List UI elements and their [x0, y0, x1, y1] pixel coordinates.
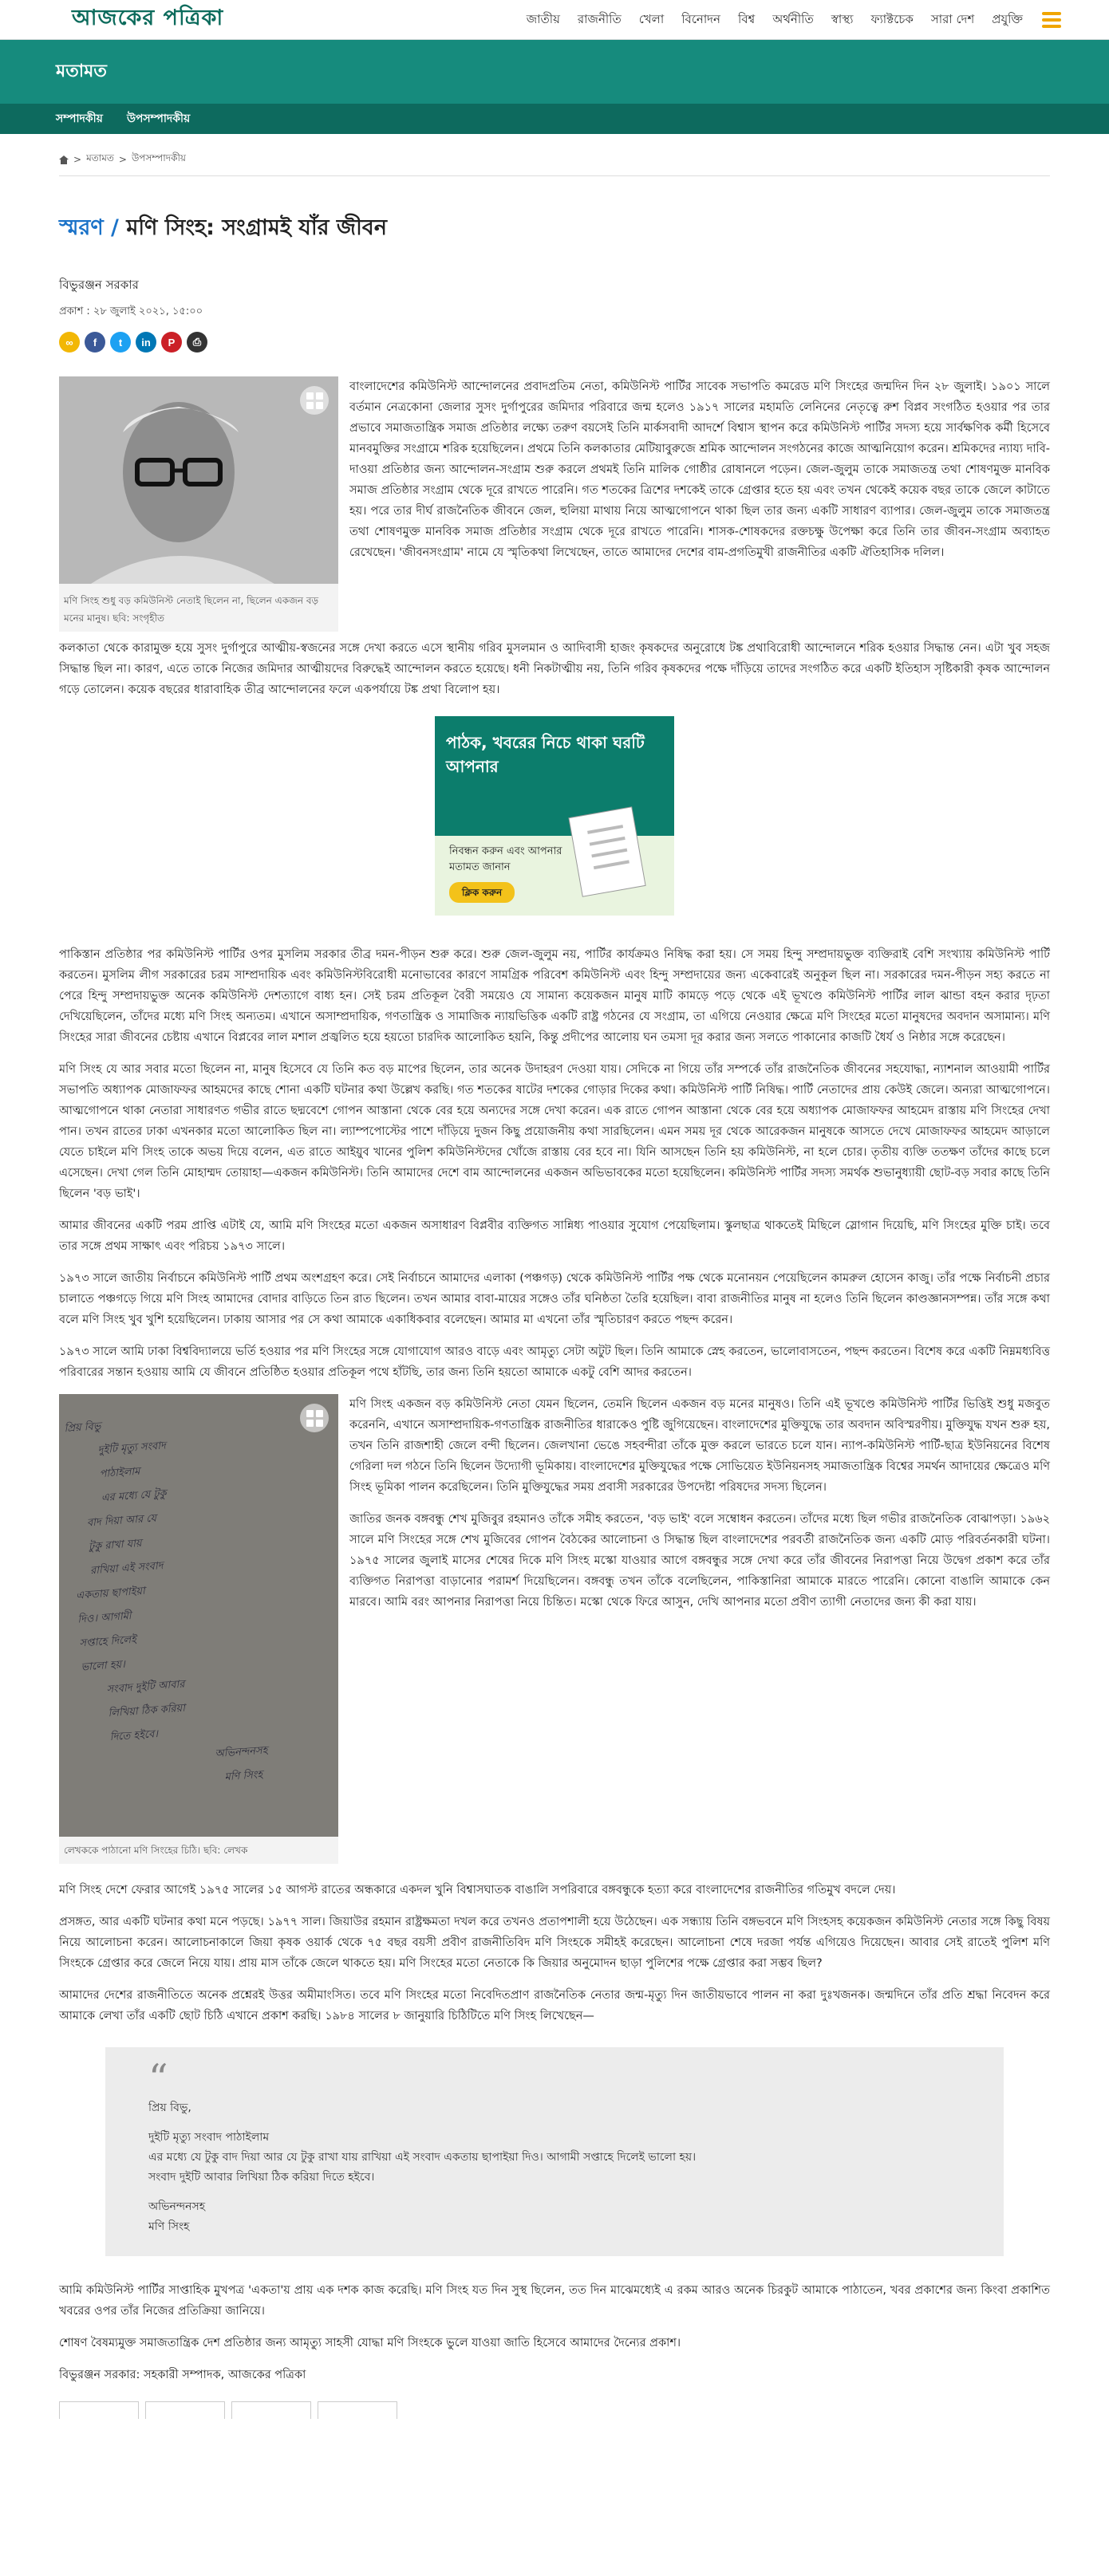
nav-item[interactable]: বিশ্ব: [738, 11, 756, 26]
main-nav: [509, 0, 1061, 40]
nav-item[interactable]: ফ্যাক্টচেক: [870, 11, 914, 26]
linkedin-icon[interactable]: in: [136, 332, 156, 353]
breadcrumb-item[interactable]: মতামত: [86, 152, 114, 163]
form-illustration-icon: [567, 804, 655, 900]
quote-icon: “: [148, 2056, 168, 2101]
nav-item[interactable]: প্রযুক্তি: [992, 11, 1023, 26]
tag[interactable]: [318, 2401, 397, 2419]
section-title[interactable]: মতামত: [56, 61, 107, 81]
quote-line: মণি সিংহ: [148, 2220, 190, 2233]
breadcrumb: [59, 134, 1050, 176]
paragraph: মণি সিংহ একজন বড় কমিউনিস্ট নেতা যেমন ছিলেন, তেমনি ছিলেন একজন বড় মনের মানুষও। তিনি এই ভূখণ্ডে কমিউনিস্ট পার্টির ভিত্তিই শুধু মজবুত করেননি, এখানে অসাম্প্রদায়িক-গণতান্ত্রিক রাজনীতির ধারাকেও পুষ্টি জুগিয়েছেন। বাংলাদেশের মুক্তিযুদ্ধে তার অবদান অবিস্মরণীয়। মুক্তিযুদ্ধ যখন শুরু হয়, তখন তিনি রাজশাহী জেলে বন্দী ছিলেন। জেলখানা ভেঙে সহবন্দীরা তাঁকে মুক্ত করলে ভারতে চলে যান। ন্যাপ-কমিউনিস্ট পার্টি-ছাত্র ইউনিয়নের বিশেষ গেরিলা দল গঠনে তিনি ছিলেন উদ্যোগী ভূমিকায়। বাংলাদেশের মুক্তিযুদ্ধের পক্ষে সোভিয়েত ইউনিয়নসহ সমাজতান্ত্রিক বিশ্বের সমর্থন আদায়ের ক্ষেত্রেও মণি সিংহ ভূমিকা পালন করেছিলেন। তিনি মুক্তিযুদ্ধের সময় প্রবাসী সরকারের উপদেষ্টা পরিষদের সদস্য ছিলেন।: [349, 1398, 1050, 1494]
twitter-icon[interactable]: t: [110, 332, 131, 353]
paragraph: মণি সিংহ যে আর সবার মতো ছিলেন না, মানুষ হিসেবে যে তিনি কত বড় মাপের ছিলেন, তার অনেক উদাহরণ দেওয়া যায়। সেদিকে না গিয়ে তাঁর সম্পর্কে তাঁর রাজনৈতিক জীবনের সহযোদ্ধা, ন্যাশনাল আওয়ামী পার্টির সভাপতি অধ্যাপক মোজাফফর আহমদের কাছে শোনা একটি ঘটনার কথা উল্লেখ করছি। গত শতকের ষাটের দশকের গোড়ার দিকের কথা। কমিউনিস্ট পার্টি নিষিদ্ধ। পার্টি নেতাদের প্রায় কেউই জেলে। অন্যরা আত্মগোপনে। আত্মগোপনে থাকা নেতারা সাধারণত গভীর রাতে ছদ্মবেশে গোপন আস্তানা থেকে বের হয়ে অন্যদের সঙ্গে দেখা করেন। এক রাতে গোপন আস্তানা থেকে বের হয়ে অধ্যাপক মোজাফফর আহমেদ রাস্তায় মণি সিংহের দেখা পান। তখন রাতের ঢাকা এখনকার মতো আলোকিত ছিল না। ল্যাম্পপোস্টের পাশে দাঁড়িয়ে দুজন কিছু প্রয়োজনীয় কথা সারছিলেন। এমন সময় দূর থেকে আরেকজন মানুষকে আসতে দেখে মোজাফফর আহমেদ আড়ালে যেতে চাইলে মণি সিংহ তাকে অভয় দিয়ে বলেন, এত রাতে আইয়ুব খানের পুলিশ কমিউনিস্টদের খোঁজে রাস্তায় বের হবে না। যিনি আসছেন তিনি হয় কমিউনিস্ট, না হলে চোর। তৃতীয় ব্যক্তি ততক্ষণ তাঁদের কাছে চলে এসেছেন। দেখা গেল তিনি মোহাম্মদ তোয়াহা—একজন কমিউনিস্ট। তিনি আমাদের দেশে বাম আন্দোলনের একজন অভিভাবকের মতো হয়েছিলেন। কমিউনিস্ট পার্টির সদস্য সমর্থক শুভানুধ্যায়ী ছোট-বড় সবার কাছে তিনি ছিলেন 'বড় ভাই'।: [59, 1063, 1050, 1200]
quote-line: সংবাদ দুইটি আবার লিখিয়া ঠিক করিয়া দিতে হইবে।: [148, 2171, 375, 2184]
letter-line: দিও। আগামী: [77, 1609, 132, 1626]
site-header: [0, 0, 1109, 40]
letter-photo[interactable]: [59, 1394, 338, 1837]
section-banner: [0, 40, 1109, 104]
letter-figure: [59, 1394, 338, 1864]
letter-line: বাদ দিয়া আর যে: [86, 1512, 157, 1530]
letter-line: টুকু রাখা যায়: [88, 1537, 143, 1554]
paragraph: আমার জীবনের একটি পরম প্রাপ্তি এটাই যে, আমি মণি সিংহের মতো একজন অসাধারণ বিপ্লবীর ব্যক্তিগত সান্নিধ্য পাওয়ার সুযোগ পেয়েছিলাম। স্কুলছাত্র থাকতেই মিছিলে স্লোগান দিয়েছি, মণি সিংহের মুক্তি চাই। তবে তার সঙ্গে প্রথম সাক্ষাৎ এবং পরিচয় ১৯৭৩ সালে।: [59, 1219, 1050, 1253]
paragraph: আমাদের দেশের রাজনীতিতে অনেক প্রশ্নেরই উত্তর অমীমাংসিত। তবে মণি সিংহের মতো নিবেদিতপ্রাণ রাজনৈতিক নেতার জন্ম-মৃত্যু দিন জাতীয়ভাবে পালন না করা দুঃখজনক। জন্মদিনে তাঁর প্রতি শ্রদ্ধা নিবেদন করে আমাকে লেখা তাঁর একটি ছোট চিঠি এখানে প্রকাশ করছি। ১৯৮৪ সালের ৮ জানুয়ারি চিঠিটিতে মণি সিংহ লিখেছেন—: [59, 1989, 1050, 2023]
lead-photo[interactable]: [59, 376, 338, 587]
tag[interactable]: [145, 2401, 225, 2419]
paragraph: আমি কমিউনিস্ট পার্টির সাপ্তাহিক মুখপত্র 'একতা'য় প্রায় এক দশক কাজ করেছি। মণি সিংহ যত দিন সুস্থ ছিলেন, তত দিন মাঝেমধ্যেই এ রকম আরও অনেক চিরকুট আমাকে পাঠাতেন, খবর প্রকাশের জন্য কিংবা প্রকাশিত খবরের ওপর তাঁর নিজের প্রতিক্রিয়া জানিয়ে।: [59, 2284, 1050, 2318]
article-title-text: মণি সিংহ: সংগ্রামই যাঁর জীবন: [126, 215, 387, 240]
tag[interactable]: [231, 2401, 311, 2419]
paragraph: মণি সিংহ দেশে ফেরার আগেই ১৯৭৫ সালের ১৫ আগস্ট রাতের অন্ধকারে একদল খুনি বিশ্বাসঘাতক বাঙালি সপরিবারে বঙ্গবন্ধুকে হত্যা করে বাংলাদেশের রাজনীতির গতিমুখ বদলে দেয়।: [59, 1884, 896, 1897]
ad-headline: পাঠক, খবরের নিচে থাকা ঘরটি আপনার: [435, 716, 674, 836]
breadcrumb-item[interactable]: উপসম্পাদকীয়: [131, 152, 186, 163]
nav-item[interactable]: স্বাস্থ্য: [831, 11, 854, 26]
author-signoff: বিভুরঞ্জন সরকার: সহকারী সম্পাদক, আজকের পত্রিকা: [59, 2369, 306, 2381]
tag-list: [59, 2401, 1050, 2419]
letter-line: একতায় ছাপাইয়া: [75, 1585, 146, 1602]
letter-line: প্রিয় বিভু: [64, 1420, 101, 1436]
quote-line: এর মধ্যে যে টুকু বাদ দিয়া আর যে টুকু রাখা যায় রাখিয়া এই সংবাদ একতায় ছাপাইয়া দিও। আগামী সপ্তাহে দিলেই ভালো হয়।: [148, 2151, 697, 2164]
letter-line: ভালো হয়।: [81, 1658, 126, 1674]
paragraph: পাকিস্তান প্রতিষ্ঠার পর কমিউনিস্ট পার্টির ওপর মুসলিম সরকার তীব্র দমন-পীড়ন শুরু করে। শুরু জেল-জুলুম নয়, পার্টির কার্যক্রমও নিষিদ্ধ করা হয়। সে সময় হিন্দু সম্প্রদায়ভুক্ত ব্যক্তিরাই বেশি সংখ্যায় কমিউনিস্ট পার্টি করতেন। মুসলিম লীগ সরকারের চরম সাম্প্রদায়িক এবং কমিউনিস্টবিরোধী মনোভাবের কারণে সামগ্রিক পরিবেশ কমিউনিস্ট এবং হিন্দু সম্প্রদায়ের জন্য একেবারেই অনুকূল ছিল না। সরকারের দমন-পীড়ন সহ্য করতে না পেরে হিন্দু সম্প্রদায়ভুক্ত অনেক কমিউনিস্ট দেশত্যাগে বাধ্য হন। সেই চরম প্রতিকূল বৈরী সময়েও যে সামান্য কয়েকজন মানুষ মাটি কামড়ে পড়ে থেকে এই ভূখণ্ডে কমিউনিস্ট পার্টির লাল ঝান্ডা বহন করার দৃঢ়তা দেখিয়েছিলেন, তাঁদের মধ্যে মণি সিংহ অন্যতম। এখানে অসাম্প্রদায়িক, গণতান্ত্রিক ও সামাজিক ন্যায়ভিত্তিক একটি রাষ্ট্র গঠনের যে সংগ্রাম, তা এগিয়ে নেওয়ার ক্ষেত্রে মণি সিংহের মতো মানুষদের অবদান অসামান্য। মণি সিংহের সারা জীবনের চেষ্টায় এখানে বিপ্লবের লাল মশাল প্রজ্বলিত হয়ে হয়তো চারদিক আলোকিত হয়নি, কিন্তু প্রদীপের আলোয় ঘন তমসা দূর করার জন্য সলতে পাকানোর কাজটি ধৈর্য ও নিষ্ঠার সঙ্গে করেছেন।: [59, 948, 1050, 1044]
lead-caption: মণি সিংহ শুধু বড় কমিউনিস্ট নেতাই ছিলেন না, ছিলেন একজন বড় মনের মানুষ। ছবি: সংগৃহীত: [64, 595, 319, 624]
site-logo[interactable]: আজকের পত্রিকা: [72, 6, 224, 30]
print-icon[interactable]: ⎙: [187, 332, 207, 353]
letter-line: মণি সিংহ: [224, 1768, 263, 1784]
share-bar: [59, 332, 1050, 353]
letter-line: সপ্তাহে দিলেই: [78, 1633, 137, 1650]
quote-line: অভিনন্দনসহ: [148, 2200, 206, 2213]
letter-line: সংবাদ দুইটি আবার: [106, 1678, 185, 1696]
gallery-icon[interactable]: [300, 386, 329, 415]
letter-line: পাঠাইলাম: [99, 1465, 140, 1481]
letter-line: লিখিয়া ঠিক করিয়া: [108, 1702, 186, 1720]
breadcrumb-separator: >: [118, 154, 127, 165]
nav-item[interactable]: জাতীয়: [526, 11, 560, 26]
nav-item[interactable]: খেলা: [638, 11, 665, 26]
paragraph: প্রসঙ্গত, আর একটি ঘটনার কথা মনে পড়ছে। ১৯৭৭ সাল। জিয়াউর রহমান রাষ্ট্রক্ষমতা দখল করে তখনও প্রতাপশালী হয়ে উঠেছেন। এক সন্ধ্যায় তিনি বঙ্গভবনে মণি সিংহসহ কয়েকজন কমিউনিস্ট নেতার সঙ্গে কিছু বিষয় নিয়ে আলোচনা করেন। আলোচনাকালে জিয়া কৃষক ওয়ার্ক থেকে ৭৫ বছর বয়সী প্রবীণ রাজনীতিবিদ মণি সিংহকে সমীহই করেছেন। আলোচনা শেষে দরজা পর্যন্ত এগিয়েও দিয়েছেন। আবার সেই রাতেই পুলিশ মণি সিংহকে গ্রেপ্তার করে জেলে নিয়ে যায়। প্রায় মাস তাঁকে জেলে থাকতে হয়। মণি সিংহের মতো নেতাকে কি জিয়ার অনুমোদন ছাড়া পুলিশের পক্ষে গ্রেপ্তার করা সম্ভব ছিল?: [59, 1916, 1050, 1970]
breadcrumb-separator: >: [73, 154, 82, 165]
paragraph: কলকাতা থেকে কারামুক্ত হয়ে সুসং দুর্গাপুরে আত্মীয়-স্বজনের সঙ্গে দেখা করতে এসে স্থানীয় গরিব মুসলমান ও আদিবাসী হাজং কৃষকদের অনুরোধে টঙ্ক প্রথাবিরোধী আন্দোলনে শরিক হওয়ার সিদ্ধান্ত নেন। এটা খুব সহজ সিদ্ধান্ত ছিল না। কারণ, এতে তাকে নিজের জমিদার আত্মীয়দের বিরুদ্ধেই আন্দোলন করতে হয়েছে। ধনী নিকটাত্মীয় নয়, তিনি গরিব কৃষকদের পক্ষে দাঁড়িয়ে তাদের সংগঠিত করে একটি ইতিহাস সৃষ্টিকারী কৃষক আন্দোলন গড়ে তোলেন। কয়েক বছরের ধারাবাহিক তীব্র আন্দোলনের ফলে একপর্যায়ে টঙ্ক প্রথা বিলোপ হয়।: [59, 642, 1050, 696]
publish-date: প্রকাশ : ২৮ জুলাই ২০২১, ১৫:০০: [59, 305, 203, 317]
ad-banner[interactable]: [435, 716, 674, 916]
lead-figure: [59, 376, 338, 632]
section-subnav: [0, 104, 1109, 134]
paragraph: শোষণ বৈষম্যমুক্ত সমাজতান্ত্রিক দেশ প্রতিষ্ঠার জন্য আমৃত্যু সাহসী যোদ্ধা মণি সিংহকে ভুলে যাওয়া জাতি হিসেবে আমাদের দৈন্যের প্রকাশ।: [59, 2337, 681, 2350]
letter-line: দুইটি মৃত্যু সংবাদ: [97, 1440, 167, 1457]
paragraph: বাংলাদেশের কমিউনিস্ট আন্দোলনের প্রবাদপ্রতিম নেতা, কমিউনিস্ট পার্টির সাবেক সভাপতি কমরেড মণি সিংহের জন্মদিন দিন ২৮ জুলাই। ১৯০১ সালে বর্তমান নেত্রকোনা জেলার সুসং দুর্গাপুরের জমিদার পরিবারে জন্ম হলেও ১৯১৭ সালের মহামতি লেনিনের নেতৃত্বে রুশ বিপ্লব সংগঠিত হওয়ার পর তার প্রভাবে সমাজতান্ত্রিক সমাজ প্রতিষ্ঠার লক্ষ্যে তরুণ বয়সেই তিনি মার্কসবাদী আদর্শে বিশ্বাস স্থাপন করে কমিউনিস্ট পার্টির সদস্য হয়ে সার্বক্ষণিক কর্মী হিসেবে মানবমুক্তির সংগ্রামে শরিক হয়েছিলেন। প্রথমে তিনি কলকাতার মেটিয়াবুরুজে শ্রমিক আন্দোলন সংগঠনের কাজে আত্মনিয়োগ করেন। শ্রমিকদের ন্যায্য দাবি-দাওয়া প্রতিষ্ঠার জন্য আন্দোলন-সংগ্রাম শুরু করলে প্রথমই তিনি মালিক গোষ্ঠীর রোষানলে পড়েন। জেল-জুলুম তাকে সমাজতন্ত্র তথা শোষণমুক্ত মানবিক সমাজ প্রতিষ্ঠার সংগ্রাম থেকে দূরে রাখতে পারেনি। গত শতকের ত্রিশের দশকেই তাকে গ্রেপ্তার হতে হয় এবং তখন থেকেই কয়েক বছর তাকে জেলে কাটাতে হয়। পরে তার দীর্ঘ রাজনৈতিক জীবনে জেল, হুলিয়া মাথায় নিয়ে আত্মগোপনে থাকা ছিল তার জন্য একটি সাধারণ ব্যাপার। জেল-জুলুম তাকে সমাজতন্ত্র তথা শোষণমুক্ত মানবিক সমাজ প্রতিষ্ঠার সংগ্রাম থেকে দূরে রাখতে পারেনি। শাসক-শোষকদের রক্তচক্ষু উপেক্ষা করে তিনি তার জীবন-সংগ্রাম অব্যাহত রেখেছেন। 'জীবনসংগ্রাম' নামে যে স্মৃতিকথা লিখেছেন, তাতে আমাদের দেশের বাম-প্রগতিমুখী রাজনীতির একটি ঐতিহাসিক দলিল।: [349, 380, 1051, 559]
letter-quote: [105, 2047, 1004, 2256]
pinterest-icon[interactable]: P: [161, 332, 182, 353]
nav-item[interactable]: রাজনীতি: [577, 11, 622, 26]
letter-line: এর মধ্যে যে টুকু: [101, 1487, 168, 1505]
copy-link-icon[interactable]: ∞: [59, 332, 80, 353]
tag[interactable]: [59, 2401, 139, 2419]
nav-item[interactable]: বিনোদন: [681, 11, 721, 26]
quote-line: দুইটি মৃত্যু সংবাদ পাঠাইলাম: [148, 2131, 270, 2144]
gallery-icon[interactable]: [300, 1404, 329, 1432]
letter-handwriting: [64, 1400, 334, 1799]
nav-item[interactable]: অর্থনীতি: [772, 11, 814, 26]
letter-line: অভিনন্দনসহ: [215, 1744, 268, 1761]
letter-line: রাখিয়া এই সংবাদ: [89, 1560, 164, 1578]
ad-cta-button[interactable]: ক্লিক করুন: [449, 882, 515, 903]
ad-body: নিবন্ধন করুন এবং আপনার মতামত জানান: [449, 845, 562, 873]
paragraph: ১৯৭৩ সালে আমি ঢাকা বিশ্ববিদ্যালয়ে ভর্তি হওয়ার পর মণি সিংহের সঙ্গে যোগাযোগ আরও বাড়ে এবং আমৃত্যু সেটা অটুট ছিল। তিনি আমাকে স্নেহ করতেন, ভালোবাসতেন, পছন্দ করতেন। বিশেষ করে একটি নিম্নমধ্যবিত্ত পরিবারের সন্তান হওয়ায় আমি যে জীবনে প্রতিষ্ঠিত হওয়ার প্রতিকূল পথে হাঁটছি, তার জন্য তিনি হয়তো আমাকে একটু বেশি আদর করতেন।: [59, 1345, 1050, 1379]
subnav-item-op-ed[interactable]: উপসম্পাদকীয়: [126, 112, 191, 125]
nav-item[interactable]: সারা দেশ: [930, 11, 975, 26]
home-icon[interactable]: [59, 156, 69, 164]
article-kicker[interactable]: স্মরণ /: [59, 215, 119, 240]
paragraph: জাতির জনক বঙ্গবন্ধু শেখ মুজিবুর রহমানও তাঁকে সমীহ করতেন, 'বড় ভাই' বলে সম্বোধন করতেন। তাঁদের মধ্যে ছিল গভীর রাজনৈতিক বোঝাপড়া। ১৯৬২ সালে মণি সিংহের সঙ্গে শেখ মুজিবের গোপন বৈঠকের আলোচনা ও সিদ্ধান্ত ছিল বাংলাদেশের পরবর্তী রাজনৈতিক জন্য একটি মোড় পরিবর্তনকারী ঘটনা। ১৯৭৫ সালের জুলাই মাসের শেষের দিকে মণি সিংহ মস্কো যাওয়ার আগে বঙ্গবন্ধুর সঙ্গে দেখা করে তাঁর জীবনের নিরাপত্তা নিয়ে উদ্বেগ প্রকাশ করে তাঁর ব্যক্তিগত নিরাপত্তা বাড়ানোর পরামর্শ দিয়েছিলেন। বঙ্গবন্ধু তখন তাঁকে বলেছিলেন, পাকিস্তানিরা আমাকে মারতে পারেনি। কোনো বাঙালি আমাকে কেন মারবে। আমি বরং আপনার নিরাপত্তা নিয়ে চিন্তিত। মস্কো থেকে ফিরে আসুন, দেখি আপনার মতো প্রবীণ ত্যাগী নেতাদের জন্য কী করা যায়।: [349, 1513, 1050, 1609]
menu-icon[interactable]: [1042, 12, 1061, 28]
author-name[interactable]: বিভুরঞ্জন সরকার: [59, 278, 139, 292]
subnav-item-editorial[interactable]: সম্পাদকীয়: [56, 112, 103, 125]
paragraph: ১৯৭৩ সালে জাতীয় নির্বাচনে কমিউনিস্ট পার্টি প্রথম অংশগ্রহণ করে। সেই নির্বাচনে আমাদের এলাকা (পঞ্চগড়) থেকে কমিউনিস্ট পার্টির পক্ষ থেকে মনোনয়ন পেয়েছিলেন কামরুল হোসেন কাজু। তাঁর পক্ষে নির্বাচনী প্রচার চালাতে পঞ্চগড়ে গিয়ে মণি সিংহ আমাদের বোদার বাড়িতে তিন রাত ছিলেন। তখন আমার বাবা-মায়ের সঙ্গেও তাঁর ঘনিষ্ঠতা তৈরি হয়েছিল। বাবা রাজনীতির মানুষ না হলেও তিনি ছিলেন কাণ্ডজ্ঞানসম্পন্ন। তাঁর সঙ্গে কথা বলে মণি সিংহ খুব খুশি হয়েছিলেন। ঢাকায় আসার পর সে কথা আমাকে একাধিকবার বলেছেন। আমার মা এখনো তাঁর স্মৃতিচারণ করতে পছন্দ করেন।: [59, 1272, 1050, 1326]
letter-caption: লেখককে পাঠানো মণি সিংহের চিঠি। ছবি: লেখক: [64, 1845, 248, 1856]
quote-line: প্রিয় বিভু,: [148, 2101, 191, 2114]
facebook-icon[interactable]: f: [85, 332, 105, 353]
letter-line: দিতে হইবে।: [109, 1727, 159, 1744]
article-title: [59, 211, 1050, 247]
article-container: [56, 134, 1053, 2419]
